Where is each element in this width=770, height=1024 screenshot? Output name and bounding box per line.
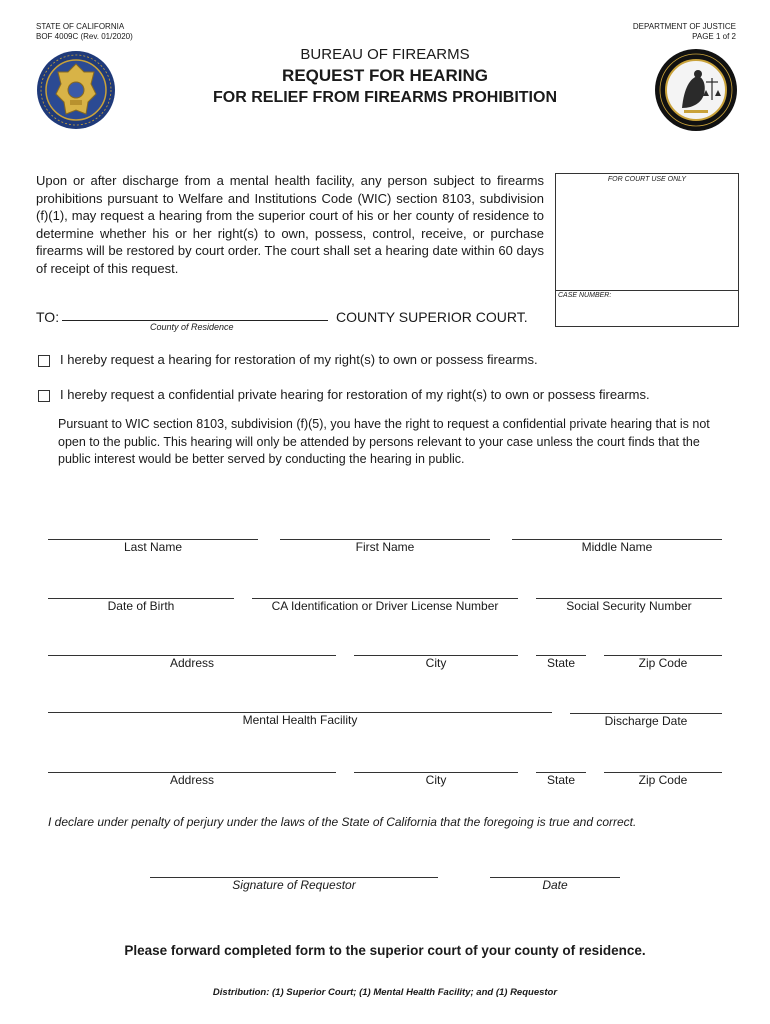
court-use-box xyxy=(555,173,739,327)
perjury-declaration: I declare under penalty of perjury under the laws of the State of California that the foregoing is true and correct. xyxy=(48,815,637,829)
header-right xyxy=(633,22,736,42)
facility-city-label: City xyxy=(425,773,447,787)
header-left xyxy=(36,22,133,42)
address-label: Address xyxy=(169,656,215,670)
intro-paragraph: Upon or after discharge from a mental health facility, any person subject to firearms prohibitions pursuant to Welfare and Institutions Code (WIC) section 8103, subdivision (f)(1), may request a hearing from the superior court of his or her county of residence to determine whether his or her right(s) to own, possess, control, receive, or purchase firearms will be restored by court order. The court shall set a hearing date within 60 days of receipt of this request. xyxy=(36,173,544,276)
signature-label: Signature of Requestor xyxy=(232,878,356,892)
ca-id-label: CA Identification or Driver License Number xyxy=(271,599,499,613)
hearing-request-checkbox[interactable] xyxy=(38,355,50,367)
state-label: State xyxy=(546,656,576,670)
forward-instruction: Please forward completed form to the superior court of your county of residence. xyxy=(124,943,646,958)
dob-label: Date of Birth xyxy=(107,599,175,613)
court-use-label: FOR COURT USE ONLY xyxy=(607,176,687,183)
last-name-label: Last Name xyxy=(123,540,183,554)
state-name: STATE OF CALIFORNIA xyxy=(36,22,125,31)
facility-zip-label: Zip Code xyxy=(638,773,688,787)
court-box-divider xyxy=(556,290,738,291)
signature-date-label: Date xyxy=(542,878,568,892)
distribution-note: Distribution: (1) Superior Court; (1) Mental Health Facility; and (1) Requestor xyxy=(212,987,558,998)
facility-state-label: State xyxy=(546,773,576,787)
form-title: REQUEST FOR HEARING xyxy=(282,66,488,85)
hearing-request-label: I hereby request a hearing for restoration of my right(s) to own or possess firearms. xyxy=(60,352,538,367)
facility-label: Mental Health Facility xyxy=(242,713,358,727)
city-label: City xyxy=(425,656,447,670)
to-label: TO: xyxy=(36,309,60,325)
county-caption: County of Residence xyxy=(150,322,234,332)
case-number-label: CASE NUMBER: xyxy=(558,292,612,299)
wic-note: Pursuant to WIC section 8103, subdivision (f)(5), you have the right to request a confidential private hearing that is not open to the public. This hearing will only be attended by persons relevant to your case unless the court finds that the public interest would be better served by conducting the hearing in public. xyxy=(58,417,710,466)
department-name: DEPARTMENT OF JUSTICE xyxy=(632,22,736,31)
bureau-name: BUREAU OF FIREARMS xyxy=(300,46,470,63)
confidential-hearing-checkbox[interactable] xyxy=(38,390,50,402)
middle-name-label: Middle Name xyxy=(581,540,653,554)
discharge-date-label: Discharge Date xyxy=(604,714,688,728)
form-number: BOF 4009C (Rev. 01/2020) xyxy=(36,32,133,41)
zip-label: Zip Code xyxy=(638,656,688,670)
facility-address-label: Address xyxy=(169,773,215,787)
county-court-suffix: COUNTY SUPERIOR COURT. xyxy=(336,309,528,325)
county-input-line[interactable] xyxy=(62,320,328,321)
form-subtitle: FOR RELIEF FROM FIREARMS PROHIBITION xyxy=(213,89,557,106)
ssn-label: Social Security Number xyxy=(566,599,692,613)
confidential-hearing-label: I hereby request a confidential private hearing for restoration of my right(s) to own or possess firearms. xyxy=(60,387,650,402)
page-indicator: PAGE 1 of 2 xyxy=(692,32,736,41)
first-name-label: First Name xyxy=(355,540,415,554)
